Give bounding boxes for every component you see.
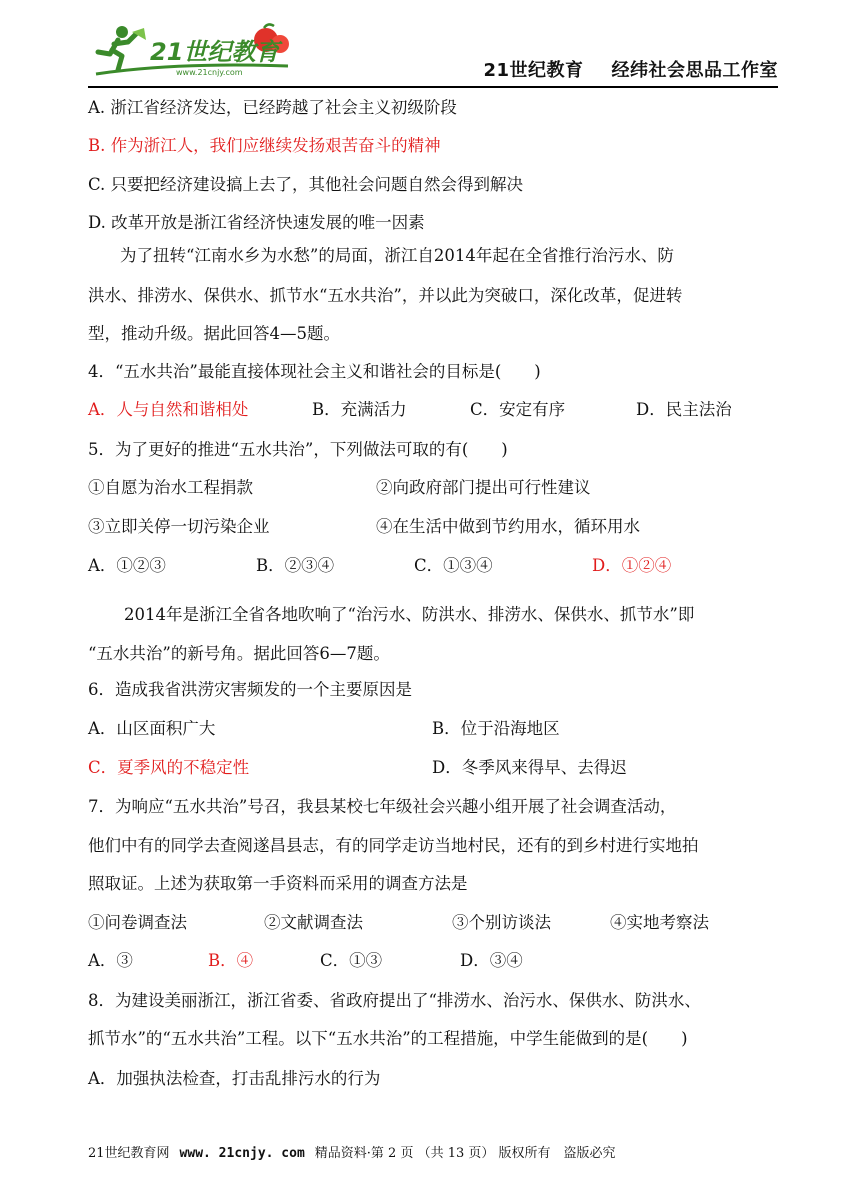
footer-page-info: 精品资料·第 2 页 （共 13 页） 版权所有 盗版必究 — [314, 1146, 616, 1161]
q7-method-3: ③个别访谈法 — [452, 913, 551, 932]
q6-option-a: A．山区面积广大 — [88, 719, 216, 738]
q7-line2: 他们中有的同学去查阅遂昌县志，有的同学走访当地村民，还有的到乡村进行实地拍 — [88, 836, 699, 855]
q7-option-c: C．①③ — [320, 951, 383, 970]
passage2-line2: “五水共治”的新号角。据此回答6—7题。 — [88, 644, 390, 663]
page-header — [88, 22, 778, 88]
q5-item-1: ①自愿为治水工程捐款 — [88, 478, 253, 497]
footer-url[interactable]: www. 21cnjy. com — [179, 1146, 305, 1161]
q6-option-c-answer: C．夏季风的不稳定性 — [88, 758, 250, 777]
q5-option-b: B．②③④ — [256, 556, 335, 575]
logo-text: 21世纪教育 — [150, 38, 280, 66]
q5-item-3: ③立即关停一切污染企业 — [88, 517, 270, 536]
q3-option-b-answer: B. 作为浙江人，我们应继续发扬艰苦奋斗的精神 — [88, 136, 441, 155]
q3-option-a: A. 浙江省经济发达，已经跨越了社会主义初级阶段 — [88, 98, 457, 117]
footer-site: 21世纪教育网 — [88, 1146, 170, 1161]
q5-option-d-answer: D．①②④ — [592, 556, 672, 575]
q7-method-1: ①问卷调查法 — [88, 913, 187, 932]
header-studio: 经纬社会思品工作室 — [611, 60, 778, 81]
q7-method-2: ②文献调查法 — [264, 913, 363, 932]
q5-item-2: ②向政府部门提出可行性建议 — [376, 478, 591, 497]
q3-option-c: C. 只要把经济建设搞上去了，其他社会问题自然会得到解决 — [88, 175, 524, 194]
q5-item-4: ④在生活中做到节约用水，循环用水 — [376, 517, 640, 536]
q3-option-d: D. 改革开放是浙江省经济快速发展的唯一因素 — [88, 213, 425, 232]
q4-option-c: C．安定有序 — [470, 400, 566, 419]
page-footer — [88, 1142, 616, 1161]
logo-url: www.21cnjy.com — [176, 68, 243, 77]
q7-option-b-answer: B．④ — [208, 951, 254, 970]
q8-option-a: A．加强执法检查，打击乱排污水的行为 — [88, 1069, 381, 1088]
q5-option-a: A．①②③ — [88, 556, 166, 575]
header-divider — [88, 86, 778, 88]
passage2-line1: 2014年是浙江全省各地吹响了“治污水、防洪水、排涝水、保供水、抓节水”即 — [124, 605, 695, 624]
logo-21cnjy — [88, 22, 298, 82]
header-org: 21世纪教育 — [483, 60, 584, 81]
q7-line1: 7．为响应“五水共治”号召，我县某校七年级社会兴趣小组开展了社会调查活动， — [88, 797, 677, 816]
q7-method-4: ④实地考察法 — [610, 913, 709, 932]
q4-option-a-answer: A．人与自然和谐相处 — [88, 400, 249, 419]
passage1-line1: 为了扭转“江南水乡为水愁”的局面，浙江自2014年起在全省推行治污水、防 — [120, 246, 674, 265]
passage1-line3: 型，推动升级。据此回答4—5题。 — [88, 324, 340, 343]
q7-option-a: A．③ — [88, 951, 133, 970]
q7-option-d: D．③④ — [460, 951, 523, 970]
q4-stem: 4．“五水共治”最能直接体现社会主义和谐社会的目标是( ) — [88, 362, 541, 381]
q5-stem: 5．为了更好的推进“五水共治”，下列做法可取的有( ) — [88, 440, 508, 459]
q4-option-b: B．充满活力 — [312, 400, 407, 419]
q7-line3: 照取证。上述为获取第一手资料而采用的调查方法是 — [88, 874, 468, 893]
q4-option-d: D．民主法治 — [636, 400, 732, 419]
q5-option-c: C．①③④ — [414, 556, 493, 575]
q8-line1: 8．为建设美丽浙江，浙江省委、省政府提出了“排涝水、治污水、保供水、防洪水、 — [88, 991, 701, 1010]
passage1-line2: 洪水、排涝水、保供水、抓节水“五水共治”，并以此为突破口，深化改革，促进转 — [88, 286, 683, 305]
q6-stem: 6．造成我省洪涝灾害频发的一个主要原因是 — [88, 680, 412, 699]
q8-line2: 抓节水”的“五水共治”工程。以下“五水共治”的工程措施，中学生能做到的是( ) — [88, 1029, 688, 1048]
header-title — [483, 56, 778, 82]
q6-option-d: D．冬季风来得早、去得迟 — [432, 758, 627, 777]
q6-option-b: B．位于沿海地区 — [432, 719, 560, 738]
